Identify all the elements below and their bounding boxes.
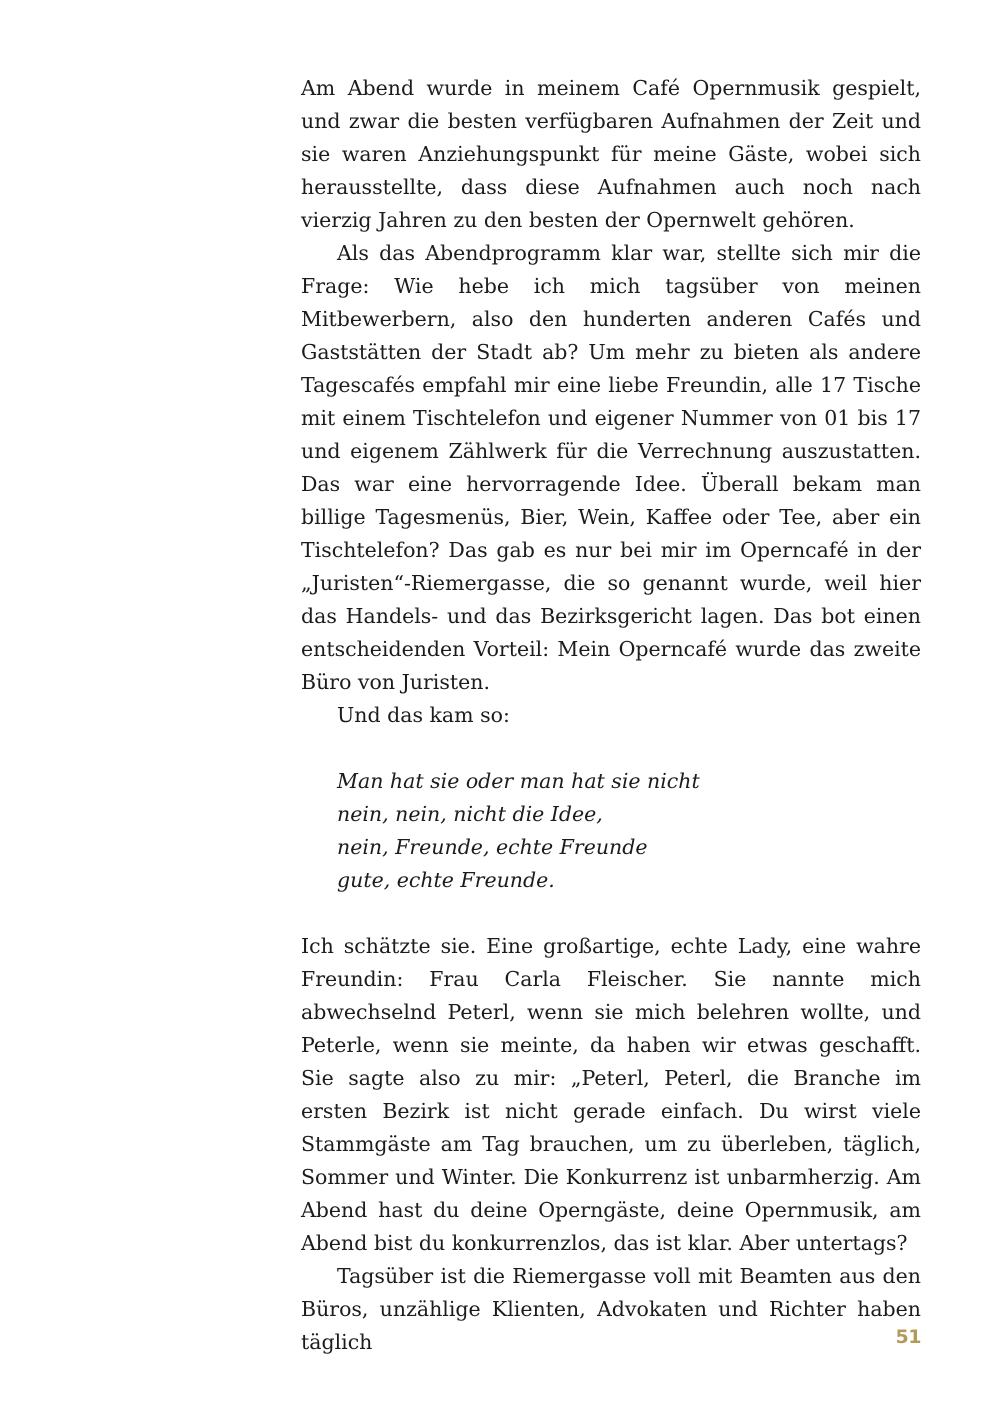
paragraph-table-telephone: Als das Abendprogramm klar war, stellte sich mir die Frage: Wie hebe ich mich tagsüber von meinen Mitbewerbern, also den hunderten anderen Cafés und Gaststätten der Stadt ab? Um mehr zu bieten als andere Tagescafés empfahl mir eine liebe Freundin, alle 17 Tische mit einem Tischtelefon und eigener Nummer von 01 bis 17 und eigenem Zählwerk für die Verrechnung auszustatten. Das war eine hervorragende Idee. Überall bekam man billige Tagesmenüs, Bier, Wein, Kaffee oder Tee, aber ein Tischtelefon? Das gab es nur bei mir im Operncafé in der „Juristen“-Riemergasse, die so genannt wurde, weil hier das Handels- und das Bezirksgericht lagen. Das bot einen entscheidenden Vorteil: Mein Operncafé wurde das zweite Büro von Juristen. xyxy=(301,241,921,694)
verse-line: nein, Freunde, echte Freunde xyxy=(337,835,648,859)
paragraph-opera-music: Am Abend wurde in meinem Café Opernmusik gespielt, und zwar die besten verfügbaren Aufnahmen der Zeit und sie waren Anziehungspunkt für meine Gäste, wobei sich herausstellte, dass diese Aufnahmen auch noch nach vierzig Jahren zu den besten der Opernwelt gehören. xyxy=(301,76,921,232)
paragraph-carla-fleischer: Ich schätzte sie. Eine großartige, echte Lady, eine wahre Freundin: Frau Carla Fleischer. Sie nannte mich abwechselnd Peterl, wenn sie mich belehren wollte, und Peterle, wenn sie meinte, da haben wir etwas geschafft. Sie sagte also zu mir: „Peterl, Peterl, die Branche im ersten Bezirk ist nicht gerade einfach. Du wirst viele Stammgäste am Tag brauchen, um zu überleben, täglich, Sommer und Winter. Die Konkurrenz ist unbarmherzig. Am Abend hast du deine Operngäste, deine Opernmusik, am Abend bist du konkurrenzlos, das ist klar. Aber untertags? xyxy=(301,934,921,1255)
paragraph-transition: Und das kam so: xyxy=(337,703,510,727)
verse-block xyxy=(337,765,921,897)
body-text xyxy=(301,72,921,1359)
page-number: 51 xyxy=(895,1326,921,1348)
verse-line: gute, echte Freunde. xyxy=(337,868,555,892)
verse-line: Man hat sie oder man hat sie nicht xyxy=(337,769,700,793)
paragraph-riemergasse: Tagsüber ist die Riemergasse voll mit Beamten aus den Büros, unzählige Klienten, Advokaten und Richter haben täglich xyxy=(301,1264,921,1354)
verse-line: nein, nein, nicht die Idee, xyxy=(337,802,603,826)
